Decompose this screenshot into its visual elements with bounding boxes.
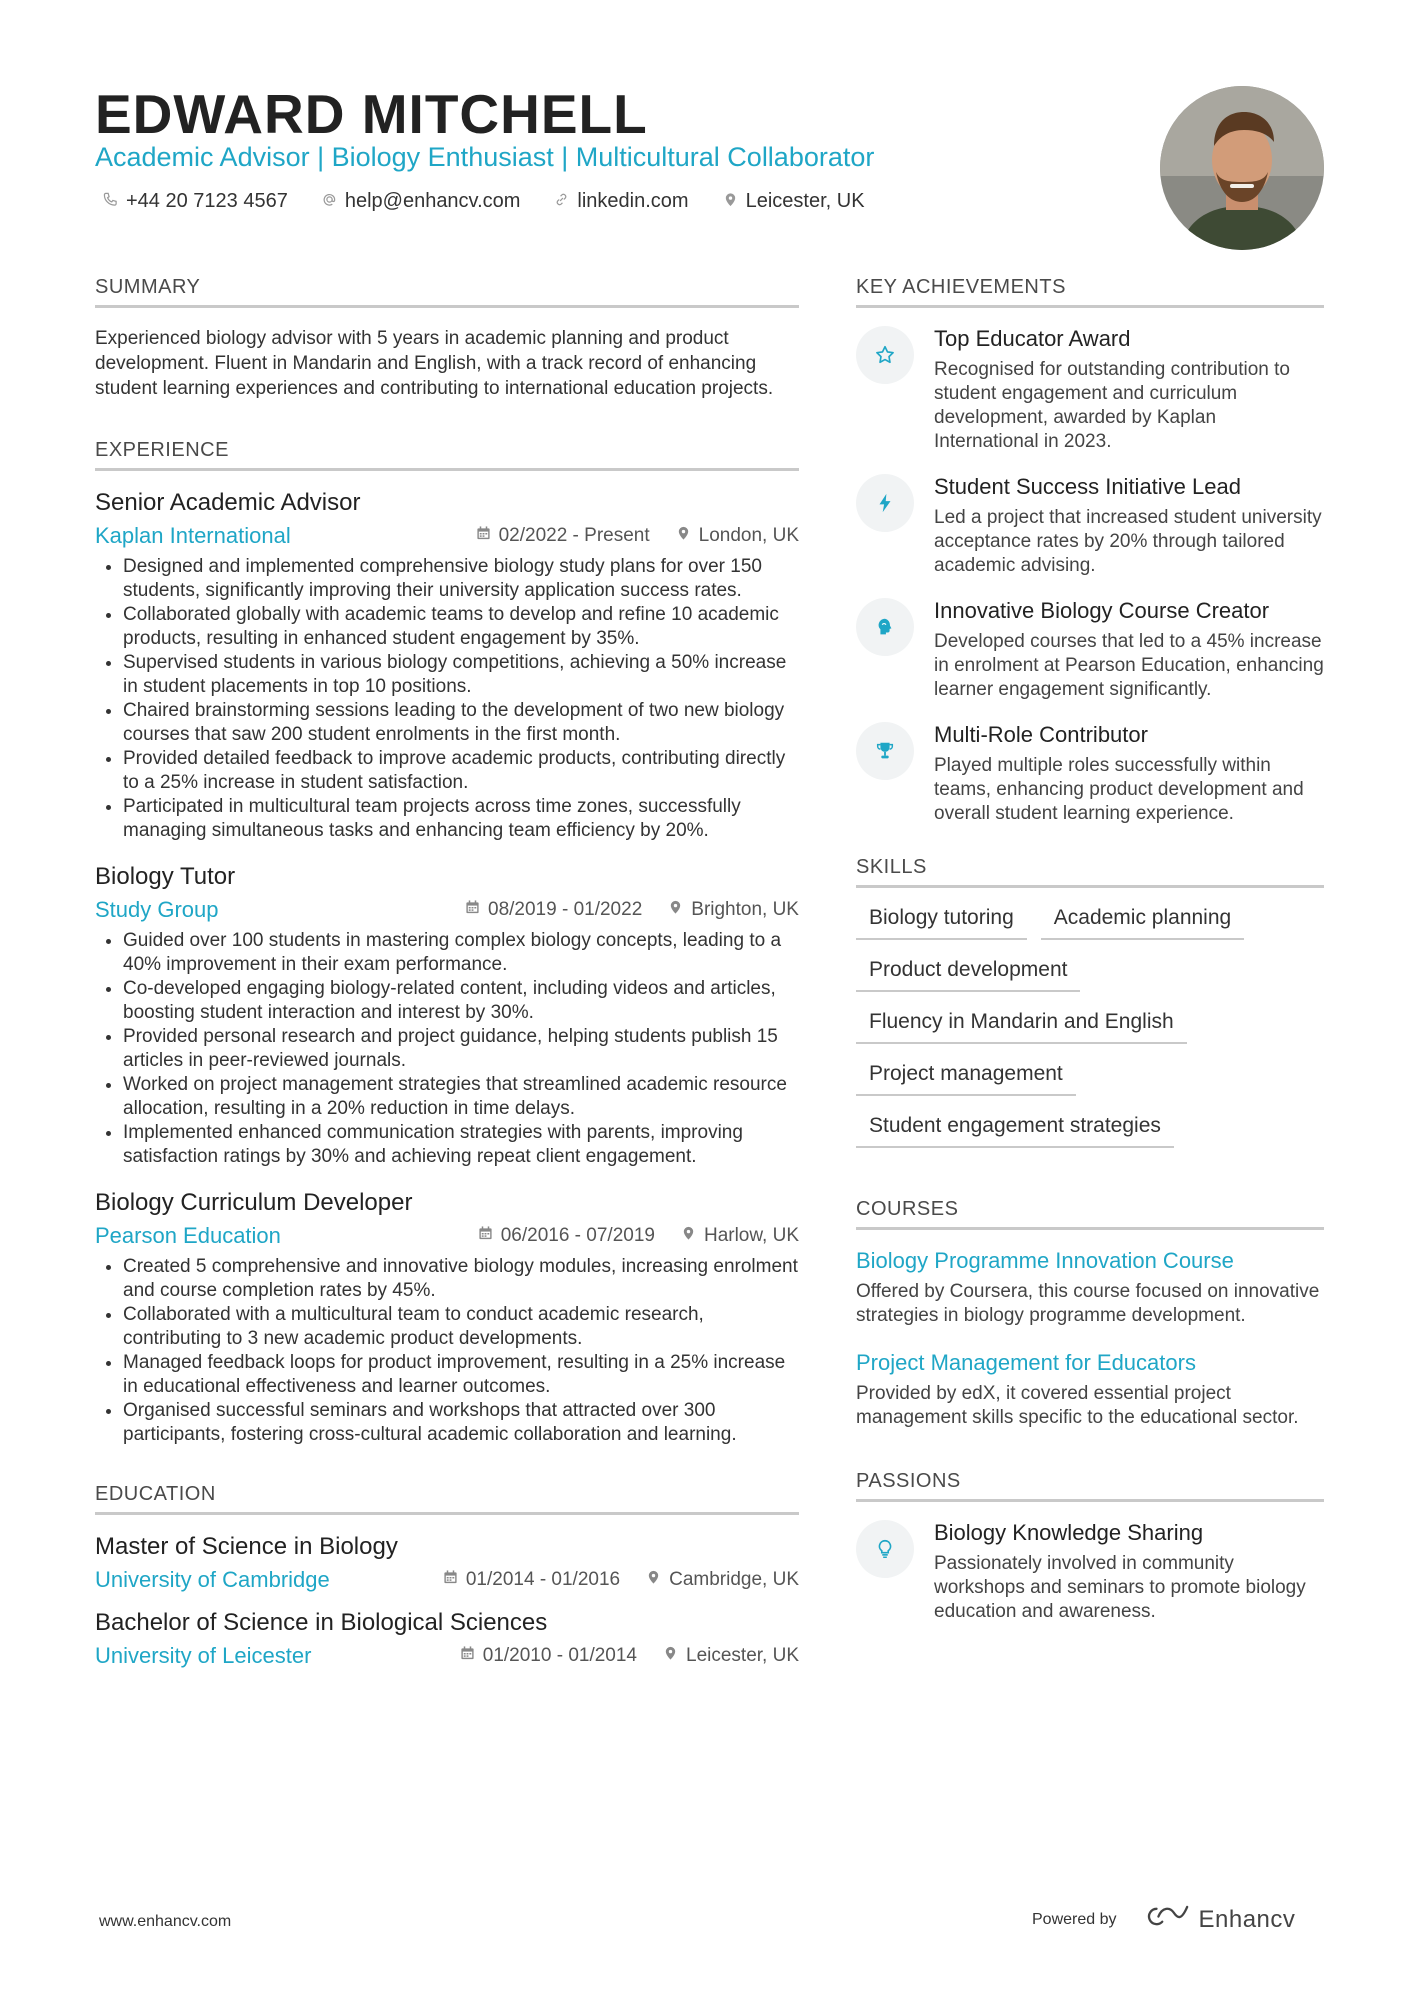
job-bullet: • Chaired brainstorming sessions leading to the development of two new biology courses that saw 200 student enrolments in the first month. [123,699,799,747]
job-bullet: • Designed and implemented comprehensive biology study plans for over 150 students, significantly improving their university application success rates. [123,555,799,603]
job-location [681,1225,799,1247]
job-title: Biology Curriculum Developer [95,1189,413,1216]
achievements-heading: KEY ACHIEVEMENTS [856,276,1324,308]
job-bullet: • Managed feedback loops for product improvement, resulting in a 25% increase in educational effectiveness and learner outcomes. [123,1351,799,1399]
calendar-icon [443,1569,458,1591]
achievement-item [856,722,1324,826]
education-entry [95,1533,799,1593]
skills-list [856,906,1326,1148]
skill-tag: Fluency in Mandarin and English [856,1010,1187,1044]
contact-bar [103,190,865,213]
education-meta-details [443,1569,799,1591]
location-pin-icon [668,899,683,921]
enhancv-logo-icon [1145,1905,1191,1935]
achievement-desc: Developed courses that led to a 45% increase in enrolment at Pearson Education, enhancing learner engagement significantly. [934,631,1324,700]
passion-desc: Passionately involved in community workshops and seminars to promote biology education and awareness. [934,1553,1306,1622]
brand-name: Enhancv [1198,1906,1296,1933]
skill-tag: Product development [856,958,1080,992]
calendar-icon [460,1645,475,1667]
achievement-desc: Recognised for outstanding contribution to student engagement and curriculum development, awarded by Kaplan International in 2023. [934,359,1290,452]
education-location-text: Leicester, UK [686,1645,799,1666]
job-bullet: • Collaborated globally with academic teams to develop and refine 10 academic products, resulting in enhanced student engagement by 35%. [123,603,799,651]
contact-email[interactable] [322,190,521,213]
powered-by-text: Powered by [1032,1911,1117,1928]
star-icon [856,326,914,384]
education-dates-text: 01/2010 - 01/2014 [482,1645,637,1666]
profile-photo [1160,86,1324,250]
candidate-name: EDWARD MITCHELL [95,83,648,145]
job-location [668,899,799,921]
job-location [676,525,799,547]
phone-text: +44 20 7123 4567 [126,190,288,212]
job-meta [95,897,799,923]
company-name: Pearson Education [95,1223,281,1248]
calendar-icon [465,899,480,921]
location-pin-icon [663,1645,678,1667]
job-title: Biology Tutor [95,863,236,890]
contact-location [723,190,865,213]
location-pin-icon [646,1569,661,1591]
contact-linkedin[interactable] [554,190,688,213]
education-meta-details [460,1645,799,1667]
contact-phone[interactable] [103,190,288,213]
candidate-tagline: Academic Advisor | Biology Enthusiast | Multicultural Collaborator [95,142,875,172]
location-text: Leicester, UK [745,190,865,212]
summary-heading: SUMMARY [95,276,799,308]
job-title: Senior Academic Advisor [95,489,361,516]
job-meta-details [465,899,799,921]
passion-title: Biology Knowledge Sharing [934,1520,1204,1545]
education-location-text: Cambridge, UK [669,1569,799,1590]
job-bullet: • Created 5 comprehensive and innovative biology modules, increasing enrolment and course completion rates by 45%. [123,1255,799,1303]
skill-tag: Academic planning [1041,906,1244,940]
education-dates-text: 01/2014 - 01/2016 [465,1569,621,1590]
job-bullets [95,929,799,1169]
school-name: University of Cambridge [95,1567,330,1592]
achievement-item [856,474,1324,578]
job-entry [95,489,799,843]
trophy-icon [856,722,914,780]
job-dates-text: 02/2022 - Present [498,525,650,546]
company-name: Study Group [95,897,219,922]
job-dates [465,899,642,921]
brain-icon [856,598,914,656]
job-dates-text: 06/2016 - 07/2019 [500,1225,655,1246]
experience-heading: EXPERIENCE [95,439,799,471]
link-icon [554,190,569,213]
course-title: Biology Programme Innovation Course [856,1248,1234,1273]
location-pin-icon [723,190,738,213]
job-meta-details [478,1225,799,1247]
achievement-title: Multi-Role Contributor [934,722,1148,747]
job-bullets [95,1255,799,1447]
job-bullet: • Provided personal research and project guidance, helping students publish 15 articles in peer-reviewed journals. [123,1025,799,1073]
course-title: Project Management for Educators [856,1350,1196,1375]
job-bullet: • Organised successful seminars and workshops that attracted over 300 participants, fostering cross-cultural academic collaboration and learning. [123,1399,799,1447]
education-meta [95,1643,799,1669]
achievement-desc: Led a project that increased student university acceptance rates by 20% through tailored academic advising. [934,507,1322,576]
degree-title: Master of Science in Biology [95,1533,398,1560]
location-pin-icon [681,1225,696,1247]
job-entry [95,863,799,1169]
right-column [856,276,1324,1644]
summary-text: Experienced biology advisor with 5 years in academic planning and product development. Fluent in Mandarin and English, with a track record of enhancing student learning experiences and contributing to international education projects. [95,328,774,399]
skill-tag: Biology tutoring [856,906,1027,940]
job-bullet: • Collaborated with a multicultural team to conduct academic research, contributing to 3 new academic product developments. [123,1303,799,1351]
achievement-item [856,598,1324,702]
job-bullet: • Guided over 100 students in mastering complex biology concepts, leading to a 40% improvement in their exam performance. [123,929,799,977]
achievement-title: Top Educator Award [934,326,1131,351]
lightbulb-icon [856,1520,914,1578]
job-bullet: • Worked on project management strategies that streamlined academic resource allocation, resulting in a 20% reduction in time delays. [123,1073,799,1121]
job-dates [476,525,650,547]
footer-branding [1032,1905,1295,1935]
bolt-icon [856,474,914,532]
email-text: help@enhancv.com [344,190,521,212]
course-desc: Offered by Coursera, this course focused on innovative strategies in biology programme development. [856,1281,1320,1326]
job-meta [95,1223,799,1249]
courses-heading: COURSES [856,1198,1324,1230]
achievement-item [856,326,1324,454]
job-bullet: • Provided detailed feedback to improve academic products, contributing directly to a 25% increase in student satisfaction. [123,747,799,795]
job-bullet: • Supervised students in various biology competitions, achieving a 50% increase in student placements in top 10 positions. [123,651,799,699]
education-entry [95,1609,799,1669]
job-entry [95,1189,799,1447]
education-location [646,1569,799,1591]
education-meta [95,1567,799,1593]
education-location [663,1645,799,1667]
job-bullet: • Participated in multicultural team projects across time zones, successfully managing simultaneous tasks and enhancing team efficiency by 20%. [123,795,799,843]
education-heading: EDUCATION [95,1483,799,1515]
footer-website[interactable]: www.enhancv.com [99,1913,232,1930]
achievement-desc: Played multiple roles successfully within teams, enhancing product development and overall student learning experience. [934,755,1304,824]
skill-tag: Student engagement strategies [856,1114,1174,1148]
job-location-text: London, UK [698,525,799,546]
achievement-title: Student Success Initiative Lead [934,474,1241,499]
job-location-text: Brighton, UK [691,899,799,920]
at-icon [322,190,337,213]
skills-heading: SKILLS [856,856,1324,888]
skill-tag: Project management [856,1062,1076,1096]
linkedin-text: linkedin.com [577,190,689,212]
education-dates [443,1569,620,1591]
calendar-icon [478,1225,493,1247]
job-bullet: • Co-developed engaging biology-related content, including videos and articles, boosting student interaction and interest by 30%. [123,977,799,1025]
course-item [856,1350,1324,1430]
calendar-icon [476,525,491,547]
achievement-title: Innovative Biology Course Creator [934,598,1270,623]
location-pin-icon [676,525,691,547]
course-desc: Provided by edX, it covered essential project management skills specific to the educational sector. [856,1383,1299,1428]
job-bullet: • Implemented enhanced communication strategies with parents, improving satisfaction ratings by 30% and achieving repeat client engagement. [123,1121,799,1169]
course-item [856,1248,1324,1328]
phone-icon [103,190,118,213]
job-meta-details [476,525,799,547]
company-name: Kaplan International [95,523,291,548]
passion-item [856,1520,1324,1624]
school-name: University of Leicester [95,1643,312,1668]
job-bullets [95,555,799,843]
job-location-text: Harlow, UK [703,1225,799,1246]
degree-title: Bachelor of Science in Biological Sciences [95,1609,548,1636]
job-dates-text: 08/2019 - 01/2022 [488,899,643,920]
passions-heading: PASSIONS [856,1470,1324,1502]
job-dates [478,1225,655,1247]
left-column [95,276,799,1685]
job-meta [95,523,799,549]
enhancv-logo[interactable] [1145,1905,1296,1935]
education-dates [460,1645,637,1667]
